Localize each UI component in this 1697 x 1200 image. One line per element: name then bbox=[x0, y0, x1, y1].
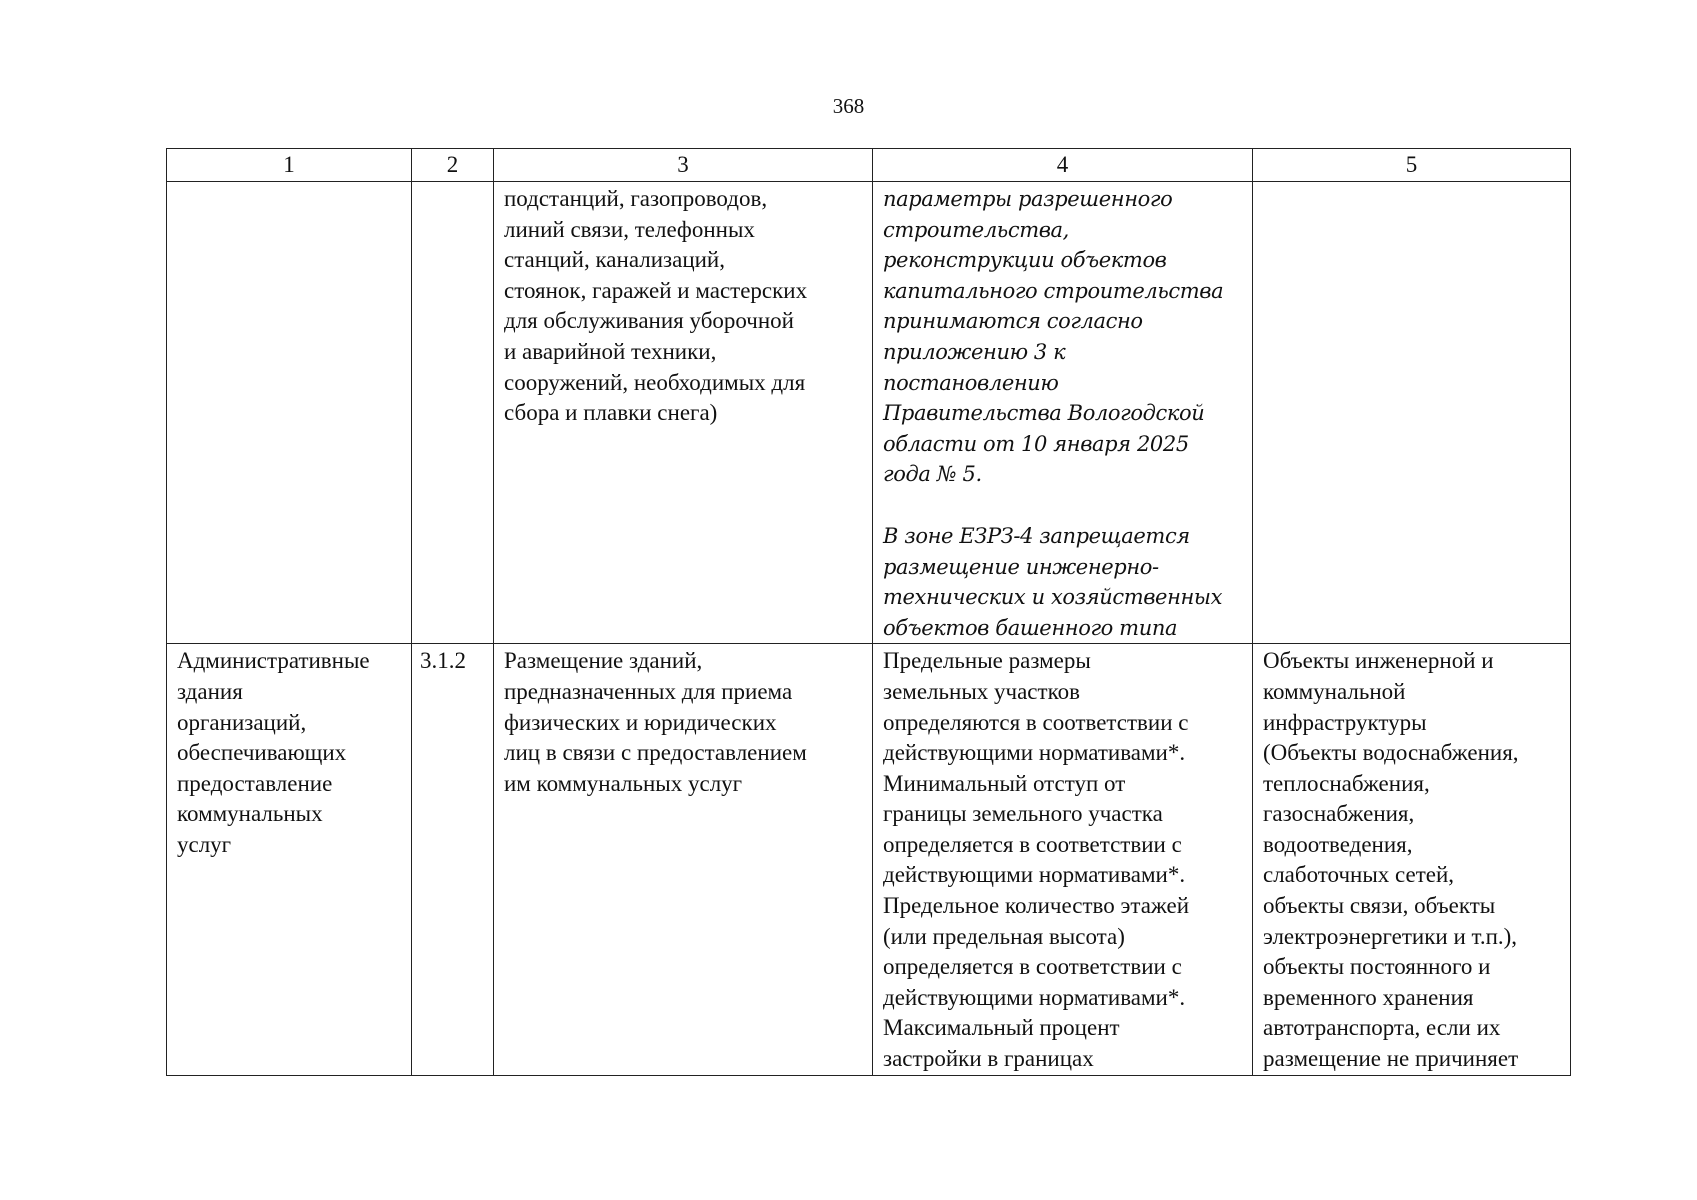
paragraph-gap bbox=[883, 490, 1242, 521]
row2-col2-cell bbox=[412, 644, 494, 1075]
row1-col3-cell bbox=[494, 182, 873, 644]
row2-parameters-text: Предельные размеры земельных участков определяются в соответствии с действующими нормативами*. Минимальный отступ от границы земельного участка определяется в соответствии с действующими нормативами*. Предельное количество этажей (или предельная высота) определяется в соответствии с действующими нормативами*. Максимальный процент застройки в границах bbox=[883, 648, 1190, 1072]
row1-zone-restriction-text: В зоне ЕЗРЗ-4 запрещается размещение инженерно- технических и хозяйственных объектов башенного типа bbox=[883, 523, 1223, 640]
column-header-5: 5 bbox=[1253, 149, 1571, 182]
column-header-2: 2 bbox=[412, 149, 494, 182]
row1-use-description: подстанций, газопроводов, линий связи, телефонных станций, канализаций, стоянок, гаражей и мастерских для обслуживания уборочной и аварийной техники, сооружений, необходимых для сбора и плавки снега) bbox=[504, 186, 808, 426]
row2-use-description: Размещение зданий, предназначенных для приема физических и юридических лиц в связи с предоставлением им коммунальных услуг bbox=[504, 648, 807, 796]
row1-col4-cell bbox=[873, 182, 1253, 644]
column-header-3: 3 bbox=[494, 149, 873, 182]
row2-auxiliary-uses-text: Объекты инженерной и коммунальной инфраструктуры (Объекты водоснабжения, теплоснабжения, газоснабжения, водоотведения, слаботочных сетей, объекты связи, объекты электроэнергетики и т.п.), объекты постоянного и временного хранения автотранспорта, если их размещение не причиняет bbox=[1263, 648, 1519, 1072]
page-number: 368 bbox=[832, 94, 865, 118]
row2-use-type-name: Административные здания организаций, обеспечивающих предоставление коммунальных услуг bbox=[177, 648, 370, 857]
regulations-table bbox=[166, 148, 1571, 1076]
column-header-1: 1 bbox=[167, 149, 412, 182]
table-header-row bbox=[167, 149, 1571, 182]
row2-use-code: 3.1.2 bbox=[420, 648, 466, 674]
row2-col1-cell bbox=[167, 644, 412, 1075]
table-row bbox=[167, 644, 1571, 1075]
row2-col3-cell bbox=[494, 644, 873, 1075]
row2-col5-cell bbox=[1253, 644, 1571, 1075]
row1-col2-cell bbox=[412, 182, 494, 644]
row1-col5-cell bbox=[1253, 182, 1571, 644]
table-row bbox=[167, 182, 1571, 644]
column-header-4: 4 bbox=[873, 149, 1253, 182]
row1-parameters-text: параметры разрешенного строительства, реконструкции объектов капитального строительства принимаются согласно приложению 3 к постановлению Правительства Вологодской области от 10 января 2025 года № 5. bbox=[883, 187, 1224, 487]
row2-col4-cell bbox=[873, 644, 1253, 1075]
row1-col1-cell bbox=[167, 182, 412, 644]
